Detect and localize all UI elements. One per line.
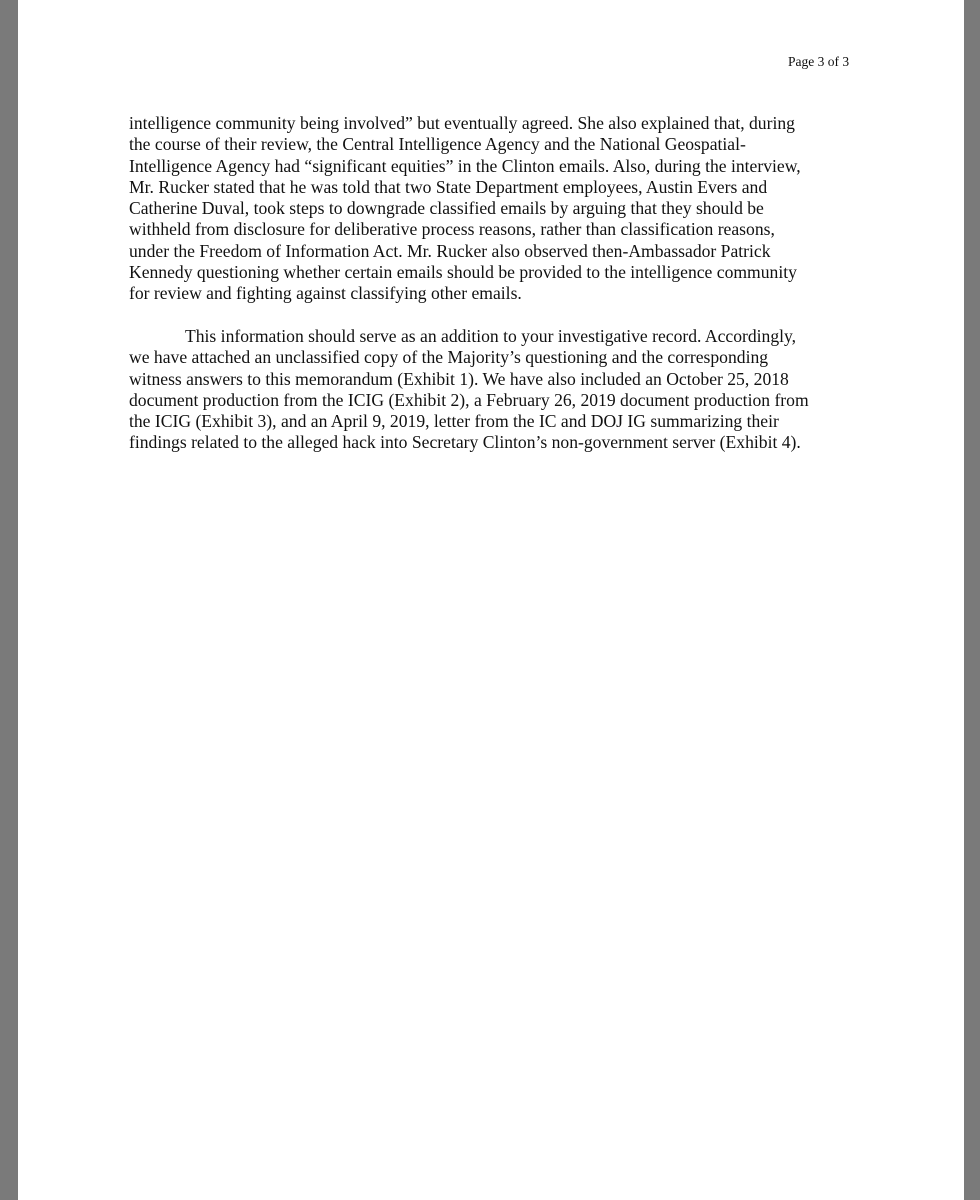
page-number: Page 3 of 3	[788, 54, 850, 69]
document-body	[129, 113, 849, 454]
text-line: This information should serve as an addition to your investigative record. Accordingly,	[185, 325, 797, 346]
text-line: Intelligence Agency had “significant equities” in the Clinton emails. Also, during the interview,	[129, 155, 801, 176]
text-line: under the Freedom of Information Act. Mr. Rucker also observed then-Ambassador Patrick	[129, 240, 771, 261]
text-line: withheld from disclosure for deliberative process reasons, rather than classification reasons,	[129, 219, 775, 240]
paragraph-1	[129, 113, 849, 305]
document-page	[18, 0, 964, 1200]
text-line: we have attached an unclassified copy of the Majority’s questioning and the corresponding	[129, 347, 769, 368]
text-line: document production from the ICIG (Exhibit 2), a February 26, 2019 document production from	[129, 389, 809, 410]
text-line: the ICIG (Exhibit 3), and an April 9, 2019, letter from the IC and DOJ IG summarizing their	[129, 411, 779, 432]
paragraph-2	[129, 326, 849, 454]
text-line: Kennedy questioning whether certain emails should be provided to the intelligence community	[129, 262, 797, 283]
text-line: findings related to the alleged hack into Secretary Clinton’s non-government server (Exhibit 4).	[129, 432, 801, 453]
text-line: the course of their review, the Central Intelligence Agency and the National Geospatial-	[129, 134, 746, 155]
text-line: witness answers to this memorandum (Exhibit 1). We have also included an October 25, 2018	[129, 368, 789, 389]
text-line: intelligence community being involved” but eventually agreed. She also explained that, during	[129, 113, 795, 133]
text-line: for review and fighting against classifying other emails.	[129, 283, 522, 304]
text-line: Catherine Duval, took steps to downgrade classified emails by arguing that they should be	[129, 198, 764, 219]
text-line: Mr. Rucker stated that he was told that two State Department employees, Austin Evers and	[129, 176, 768, 197]
